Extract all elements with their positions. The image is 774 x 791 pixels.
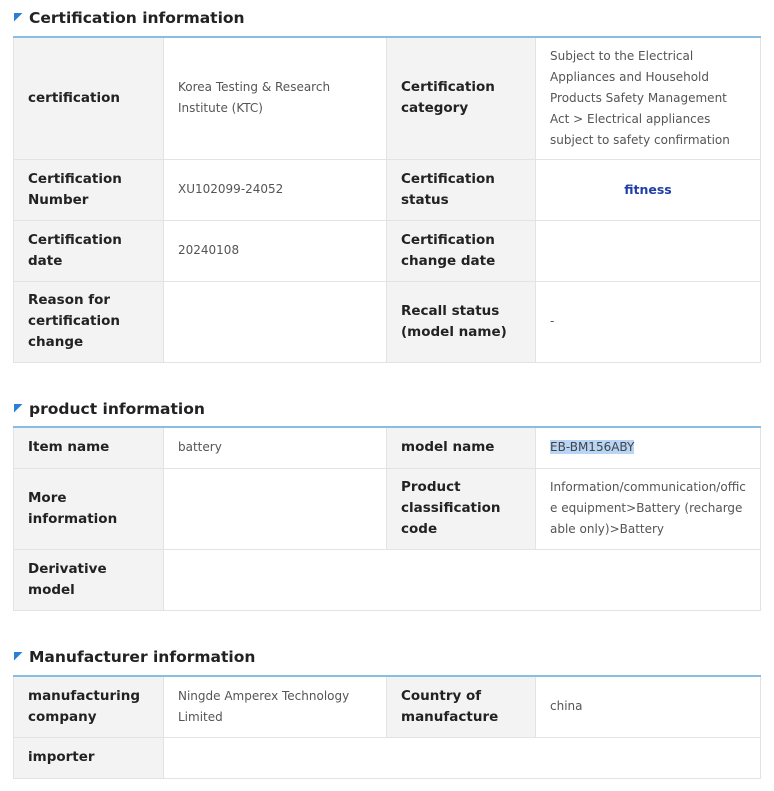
certification-date-label: Certification date: [14, 220, 164, 281]
table-row: [14, 37, 761, 159]
table-row: [14, 737, 761, 778]
more-information-value: [164, 468, 387, 549]
manufacturer-section-title: [14, 648, 255, 666]
classification-code-label: Product classification code: [387, 468, 536, 549]
certification-section-title: [14, 9, 245, 27]
importer-value: [164, 737, 761, 778]
table-row: [14, 468, 761, 549]
certification-title-text: Certification information: [29, 9, 245, 27]
derivative-model-label: Derivative model: [14, 549, 164, 610]
certification-number-label: Certification Number: [14, 159, 164, 220]
certification-status-label: Certification status: [387, 159, 536, 220]
product-section-title: [14, 400, 205, 418]
change-reason-label: Reason for certification change: [14, 281, 164, 362]
certification-table: [13, 36, 761, 363]
certification-date-value: 20240108: [164, 220, 387, 281]
country-of-manufacture-label: Country of manufacture: [387, 676, 536, 737]
table-row: [14, 159, 761, 220]
item-name-value: battery: [164, 427, 387, 468]
table-row: [14, 427, 761, 468]
certification-category-value: Subject to the Electrical Appliances and Household Products Safety Management Act > Electrical appliances subject to safety confirmation: [536, 37, 761, 159]
flag-icon: [14, 404, 23, 413]
certification-number-value: XU102099-24052: [164, 159, 387, 220]
flag-icon: [14, 13, 23, 22]
table-row: [14, 281, 761, 362]
certification-label: certification: [14, 37, 164, 159]
certification-value: Korea Testing & Research Institute (KTC): [164, 37, 387, 159]
model-name-value[interactable]: EB-BM156ABY: [550, 440, 635, 455]
importer-label: importer: [14, 737, 164, 778]
product-title-text: product information: [29, 400, 205, 418]
manufacturer-table: [13, 675, 761, 779]
certification-change-date-label: Certification change date: [387, 220, 536, 281]
manufacturing-company-label: manufacturing company: [14, 676, 164, 737]
flag-icon: [14, 652, 23, 661]
item-name-label: Item name: [14, 427, 164, 468]
model-name-cell[interactable]: [536, 427, 761, 468]
table-row: [14, 220, 761, 281]
certification-status-value: fitness: [536, 159, 761, 220]
derivative-model-value: [164, 549, 761, 610]
more-information-label: More information: [14, 468, 164, 549]
table-row: [14, 676, 761, 737]
manufacturing-company-value: Ningde Amperex Technology Limited: [164, 676, 387, 737]
model-name-label: model name: [387, 427, 536, 468]
certification-change-date-value: [536, 220, 761, 281]
certification-category-label: Certification category: [387, 37, 536, 159]
recall-status-value: -: [536, 281, 761, 362]
product-table: [13, 426, 761, 611]
change-reason-value: [164, 281, 387, 362]
classification-code-value: Information/communication/office equipment>Battery (rechargeable only)>Battery: [536, 468, 761, 549]
country-of-manufacture-value: china: [536, 676, 761, 737]
recall-status-label: Recall status (model name): [387, 281, 536, 362]
manufacturer-title-text: Manufacturer information: [29, 648, 256, 666]
table-row: [14, 549, 761, 610]
